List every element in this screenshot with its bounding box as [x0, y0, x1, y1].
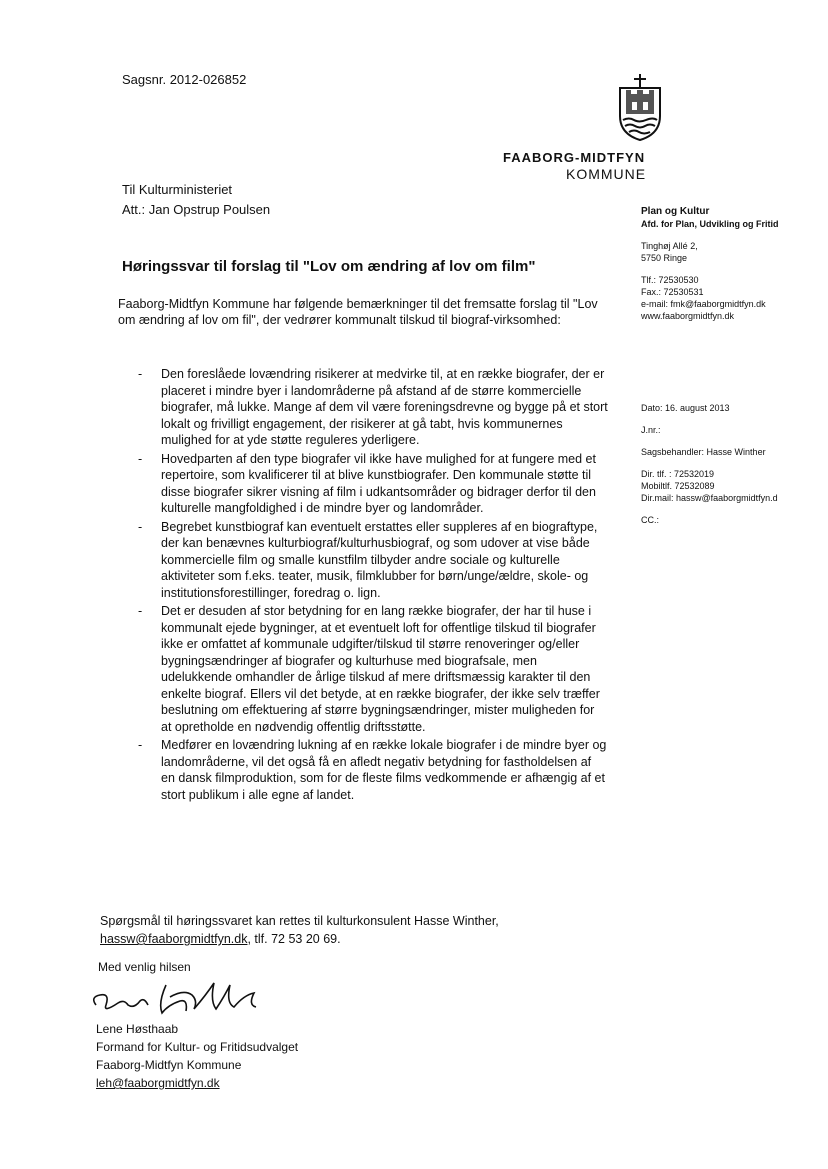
- list-item: [118, 519, 608, 602]
- signer-name: Lene Høsthaab: [96, 1022, 179, 1036]
- bullet-list: [118, 366, 608, 805]
- signer-title: Formand for Kultur- og Fritidsudvalget: [96, 1040, 299, 1054]
- signature-icon: [88, 975, 268, 1020]
- mobile-phone: Mobiltlf. 72532089: [641, 481, 715, 491]
- contact-phone: , tlf. 72 53 20 69.: [247, 932, 341, 946]
- list-item: [118, 366, 608, 449]
- bullet-marker: -: [138, 738, 143, 752]
- bullet-marker: -: [138, 604, 143, 618]
- bullet-marker: -: [138, 519, 143, 534]
- fax-number: Fax.: 72530531: [641, 287, 704, 297]
- recipient-attention: Att.: Jan Opstrup Poulsen: [122, 202, 271, 217]
- list-item-text: Medfører en lovændring lukning af en række lokale biografer i de mindre byer og landområderne, vil det også få en afledt negativ betydning for fastholdelsen af en dansk filmproduktion, som for de fleste films vedkommende er afhængig af et stort publikum i alle egne af landet.: [161, 738, 607, 802]
- contact-paragraph: [100, 912, 600, 948]
- website: www.faaborgmidtfyn.dk: [641, 311, 735, 321]
- signer-organization: Faaborg-Midtfyn Kommune: [96, 1058, 242, 1072]
- letter-intro: Faaborg-Midtfyn Kommune har følgende bemærkninger til det fremsatte forslag til "Lov om ændring af lov om fil", der vedrører kommunalt tilskud til biograf-virksomhed:: [118, 297, 598, 327]
- department-name: Plan og Kultur: [641, 206, 710, 217]
- list-item: [118, 603, 608, 735]
- contact-email-link[interactable]: hassw@faaborgmidtfyn.dk: [100, 932, 248, 946]
- sender-sidebar: [641, 206, 826, 526]
- letter-date: Dato: 16. august 2013: [641, 403, 730, 413]
- address-line: Tinghøj Allé 2,: [641, 241, 698, 251]
- list-item-text: Den foreslåede lovændring risikerer at medvirke til, at en række biografer, der er placeret i mindre byer i landområderne på afstand af de større kommercielle biografer, må lukke. Mange af dem vil være foreningsdrevne og bygge på et stort lokalt og frivilligt engagement, der risikerer at gå tabt, hvis kommunernes mulighed for at yde støtte reguleres yderligere.: [161, 367, 608, 447]
- closing-greeting: Med venlig hilsen: [98, 960, 191, 974]
- signer-email-link[interactable]: leh@faaborgmidtfyn.dk: [96, 1076, 220, 1090]
- org-name: FAABORG-MIDTFYN: [503, 150, 646, 165]
- recipient-block: [122, 180, 270, 220]
- bullet-marker: -: [138, 367, 143, 381]
- coat-of-arms-icon: [616, 72, 664, 142]
- phone-number: Tlf.: 72530530: [641, 275, 699, 285]
- case-number: Sagsnr. 2012-026852: [122, 72, 247, 87]
- letter-subject: Høringssvar til forslag til "Lov om ændring af lov om film": [122, 258, 536, 275]
- list-item: [118, 737, 608, 803]
- recipient-line: Til Kulturministeriet: [122, 182, 233, 197]
- org-subtitle: KOMMUNE: [566, 166, 647, 182]
- list-item-text: Begrebet kunstbiograf kan eventuelt erstattes eller suppleres af en biograftype, der kan benævnes kulturbiograf/kulturhusbiograf, og som udover at vise både kommercielle film og smalle kunstfilm tilbyder andre sociale og kulturelle aktiviteter som f.eks. teater, musik, filmklubber for børn/unge/ældre, skole- og institutionsforestillinger, foredrag o. lign.: [161, 519, 598, 600]
- contact-text: Spørgsmål til høringssvaret kan rettes til kulturkonsulent Hasse Winther,: [100, 914, 499, 928]
- email-address: e-mail: fmk@faaborgmidtfyn.dk: [641, 299, 766, 309]
- journal-number: J.nr.:: [641, 425, 661, 435]
- direct-phone: Dir. tlf. : 72532019: [641, 469, 715, 479]
- cc-line: CC.:: [641, 515, 659, 525]
- direct-email: Dir.mail: hassw@faaborgmidtfyn.d: [641, 493, 778, 503]
- bullet-marker: -: [138, 451, 143, 466]
- list-item-text: Det er desuden af stor betydning for en lang række biografer, der har til huse i kommunalt ejede bygninger, at et eventuelt loft for offentlige tilskud til biografer ikke er omfattet af kommunale udgifter/tilskud til større renoveringer og/eller bygningsændringer af biografer og kulturhuse med biografsale, men udelukkende omhandler de årlige tilskud af mere driftsmæssig karakter til den enkelte biograf. Ellers vil det betyde, at en række biografer, der ikke selv træffer beslutning om effektuering af større bygningsændringer, mister muligheden for at opretholde en nødvendig offentlig driftsstøtte.: [161, 604, 600, 734]
- caseworker: Sagsbehandler: Hasse Winther: [641, 447, 766, 457]
- signer-block: [96, 1020, 298, 1092]
- list-item-text: Hovedparten af den type biografer vil ikke have mulighed for at fungere med et repertoire, som kvalificerer til at blive kunstbiografer. Den kommunale støtte til disse biografer sikrer visning af film i udkantsområder og bidrager derfor til den kulturelle mangfoldighed i de mindre byer og landområder.: [161, 451, 596, 515]
- address-line: 5750 Ringe: [641, 253, 688, 263]
- list-item: [118, 451, 608, 517]
- subdepartment-name: Afd. for Plan, Udvikling og Fritid: [641, 219, 779, 229]
